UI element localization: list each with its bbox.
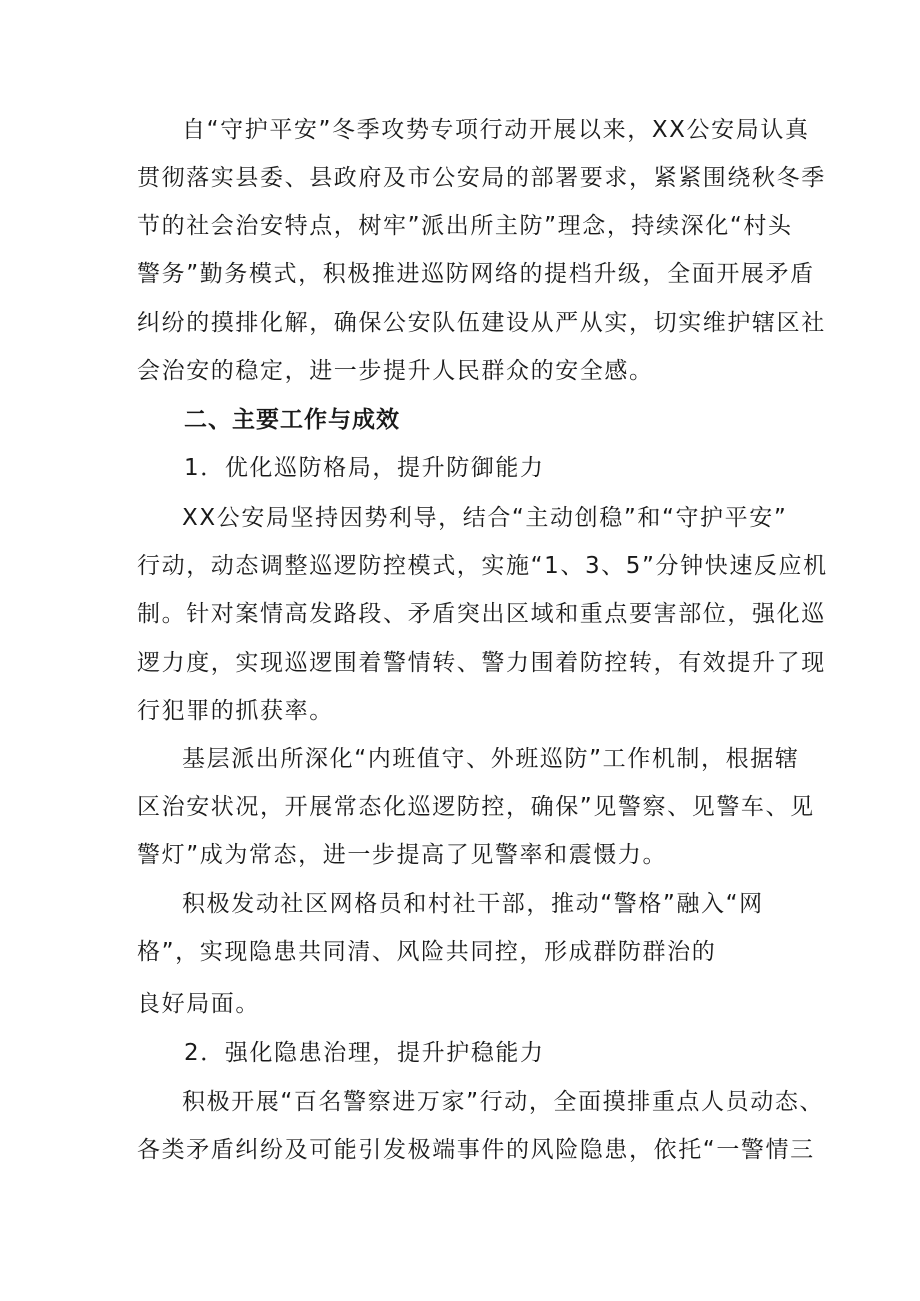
s2-p1-line-1: 积极开展“百名警察进万家”行动，全面摸排重点人员动态、 (182, 1089, 825, 1115)
intro-line-6: 会治安的稳定，进一步提升人民群众的安全感。 (137, 358, 654, 384)
s1-p3-line-1: 积极发动社区网格员和村社干部，推动“警格”融入“网 (182, 891, 764, 917)
intro-line-2: 贯彻落实县委、县政府及市公安局的部署要求，紧紧围绕秋冬季 (137, 165, 826, 191)
s1-p1-line-3: 制。针对案情高发路段、矛盾突出区域和重点要害部位，强化巡 (137, 601, 826, 627)
intro-line-4: 警务”勤务模式，积极推进巡防网络的提档升级，全面开展矛盾 (137, 261, 815, 287)
s1-p2-line-3: 警灯”成为常态，进一步提高了见警率和震慑力。 (137, 842, 668, 868)
s2-p1-line-2: 各类矛盾纠纷及可能引发极端事件的风险隐患，依托“一警情三 (137, 1137, 815, 1163)
s1-p3-line-3: 良好局面。 (137, 991, 260, 1017)
intro-line-5: 纠纷的摸排化解，确保公安队伍建设从严从实，切实维护辖区社 (137, 310, 826, 336)
s1-p1-line-2: 行动，动态调整巡逻防控模式，实施“1、3、5”分钟快速反应机 (137, 553, 828, 579)
intro-line-3: 节的社会治安特点，树牢”派出所主防”理念，持续深化“村头 (137, 213, 793, 239)
s1-p1-line-5: 行犯罪的抓获率。 (137, 698, 334, 724)
s1-p2-line-1: 基层派出所深化“内班值守、外班巡防”工作机制，根据辖 (182, 746, 800, 772)
s1-p2-line-2: 区治安状况，开展常态化巡逻防控，确保”见警察、见警车、见 (137, 794, 815, 820)
section-heading: 二、主要工作与成效 (184, 407, 400, 433)
s1-p1-line-4: 逻力度，实现巡逻围着警情转、警力围着防控转，有效提升了现 (137, 650, 826, 676)
intro-line-1: 自“守护平安”冬季攻势专项行动开展以来，XX公安局认真 (182, 117, 810, 143)
subsection-1-title: 1．优化巡防格局，提升防御能力 (184, 455, 545, 481)
s1-p1-line-1: XX公安局坚持因势利导，结合“主动创稳”和“守护平安” (182, 505, 788, 531)
subsection-2-title: 2．强化隐患治理，提升护稳能力 (184, 1040, 545, 1066)
s1-p3-line-2: 格”，实现隐患共同清、风险共同控，形成群防群治的 (137, 939, 717, 965)
